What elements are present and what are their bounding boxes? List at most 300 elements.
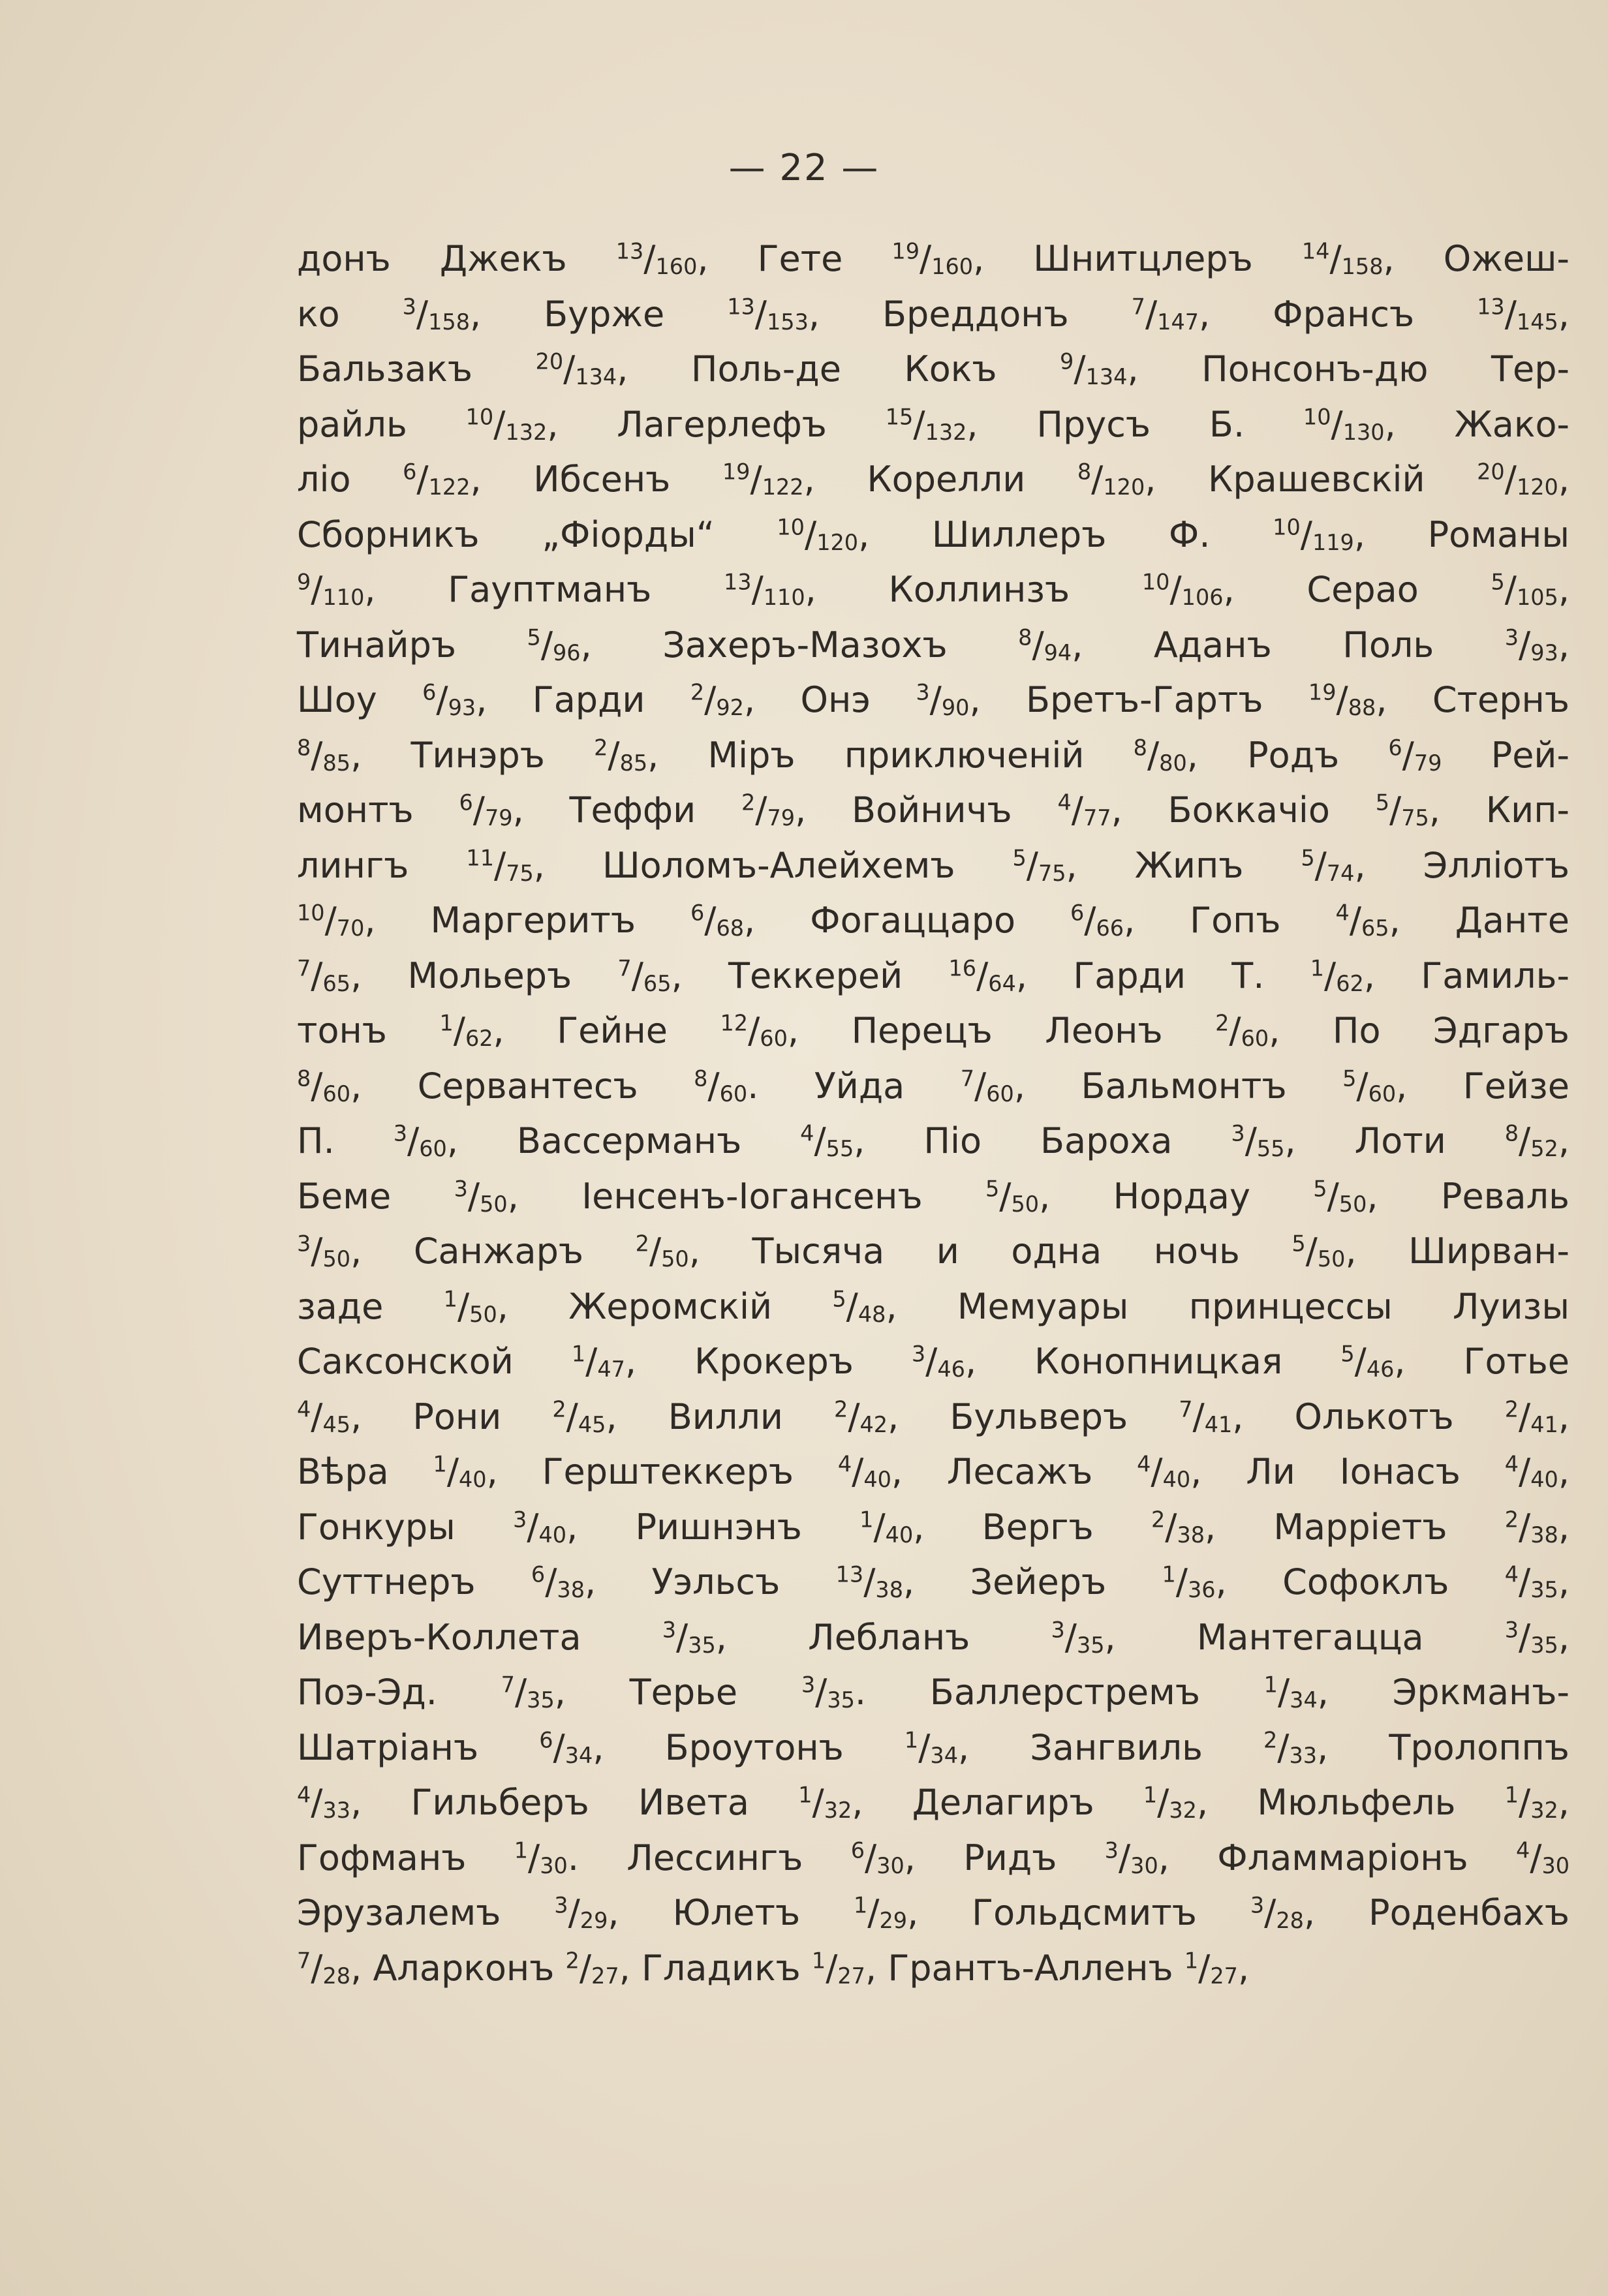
catalog-entry bbox=[557, 1010, 851, 1051]
fraction-numerator: 1 bbox=[439, 1010, 454, 1036]
entry-name: Элліотъ bbox=[1423, 844, 1569, 886]
fraction-numerator: 2 bbox=[1215, 1010, 1229, 1036]
fraction-denominator: 40 bbox=[538, 1522, 567, 1548]
catalog-entry bbox=[373, 1948, 642, 1989]
catalog-entry bbox=[665, 1727, 1030, 1768]
catalog-entry bbox=[882, 294, 1273, 335]
text-line bbox=[297, 1445, 1569, 1500]
fraction-numerator: 1 bbox=[854, 1892, 868, 1918]
entry-fraction: $^1/_{40}$ bbox=[859, 1506, 914, 1548]
entry-name: Делагиръ bbox=[912, 1782, 1143, 1823]
entry-fraction: $^1/_{32}$ bbox=[1504, 1782, 1558, 1824]
entry-fraction: $^{11}/_{75}$ bbox=[466, 844, 534, 886]
catalog-entry bbox=[694, 1341, 1034, 1382]
fraction-numerator: 10 bbox=[1273, 514, 1301, 540]
catalog-entry bbox=[544, 294, 882, 335]
entry-punctuation: , bbox=[808, 293, 882, 335]
entry-fraction: $^5/_{75}$ bbox=[1012, 844, 1066, 886]
catalog-entry bbox=[297, 514, 932, 555]
catalog-entry bbox=[568, 1286, 957, 1327]
catalog-entry bbox=[297, 1727, 665, 1768]
catalog-entry bbox=[297, 1065, 418, 1107]
text-line bbox=[297, 1169, 1569, 1225]
entry-punctuation: , bbox=[1367, 1175, 1441, 1217]
fraction-numerator: 1 bbox=[1310, 955, 1325, 981]
fraction-denominator: 120 bbox=[1103, 474, 1145, 500]
entry-name: Уйда bbox=[814, 1065, 961, 1107]
entry-name: Сборникъ „Фіорды“ bbox=[297, 513, 777, 555]
entry-fraction: $^1/_{62}$ bbox=[439, 1010, 493, 1052]
fraction-denominator: 35 bbox=[1076, 1632, 1105, 1658]
entry-name: Вѣра bbox=[297, 1451, 433, 1492]
catalog-entry bbox=[412, 1396, 668, 1437]
entry-name: Вилли bbox=[668, 1396, 835, 1437]
entry-fraction: $^5/_{50}$ bbox=[1313, 1175, 1367, 1217]
entry-name: Тинэръ bbox=[410, 734, 595, 776]
catalog-entry bbox=[1208, 459, 1569, 500]
entry-name: монтъ bbox=[297, 789, 459, 831]
catalog-entry bbox=[1154, 624, 1569, 666]
entry-name: Ибсенъ bbox=[533, 459, 722, 500]
entry-fraction: $^1/_{30}$ bbox=[514, 1837, 568, 1878]
entry-name: Онэ bbox=[800, 679, 916, 720]
catalog-entry bbox=[297, 900, 430, 941]
entry-fraction: $^{15}/_{132}$ bbox=[885, 403, 967, 445]
catalog-entry bbox=[297, 1176, 581, 1217]
fraction-numerator: 12 bbox=[720, 1010, 749, 1036]
catalog-entry bbox=[963, 1837, 1217, 1878]
catalog-entry bbox=[852, 1010, 1333, 1051]
fraction-numerator: 6 bbox=[531, 1561, 546, 1587]
fraction-denominator: 50 bbox=[1011, 1191, 1040, 1217]
fraction-denominator: 30 bbox=[1541, 1852, 1570, 1878]
entry-fraction: $^{10}/_{119}$ bbox=[1273, 513, 1354, 555]
fraction-denominator: 60 bbox=[719, 1080, 748, 1107]
entry-punctuation: , bbox=[1066, 844, 1135, 886]
catalog-entry bbox=[662, 624, 1154, 666]
fraction-denominator: 34 bbox=[564, 1742, 593, 1768]
fraction-denominator: 32 bbox=[824, 1798, 852, 1824]
catalog-entry bbox=[1444, 238, 1569, 279]
entry-name: Готье bbox=[1463, 1341, 1569, 1382]
fraction-denominator: 62 bbox=[465, 1026, 493, 1052]
fraction-numerator: 7 bbox=[1131, 294, 1145, 320]
catalog-entry bbox=[867, 459, 1208, 500]
entry-fraction: $^6/_{79}$ bbox=[1388, 734, 1442, 776]
entry-punctuation: , bbox=[1199, 293, 1273, 335]
fraction-denominator: 60 bbox=[322, 1080, 351, 1107]
fraction-denominator: 65 bbox=[322, 970, 351, 996]
fraction-denominator: 160 bbox=[655, 254, 698, 280]
entry-fraction: $^7/_{65}$ bbox=[617, 955, 672, 996]
entry-name: Шоу bbox=[297, 679, 423, 720]
entry-punctuation: , bbox=[1111, 789, 1168, 831]
catalog-entry bbox=[542, 1451, 947, 1492]
entry-punctuation: , bbox=[350, 1396, 413, 1437]
entry-punctuation: , bbox=[585, 1561, 652, 1602]
entry-name: Баллерстремъ bbox=[929, 1672, 1264, 1713]
entry-punctuation: . bbox=[747, 1065, 814, 1107]
entry-fraction: $^5/_{60}$ bbox=[1342, 1065, 1397, 1107]
entry-name: Суттнеръ bbox=[297, 1561, 531, 1602]
fraction-denominator: 38 bbox=[557, 1577, 585, 1603]
fraction-denominator: 120 bbox=[816, 529, 859, 555]
fraction-numerator: 1 bbox=[859, 1507, 874, 1533]
fraction-denominator: 93 bbox=[448, 695, 476, 721]
fraction-denominator: 50 bbox=[480, 1191, 508, 1217]
fraction-denominator: 55 bbox=[1256, 1136, 1285, 1162]
entry-name: Іенсенъ-Іогансенъ bbox=[581, 1175, 985, 1217]
text-line bbox=[297, 342, 1569, 397]
entry-name: Романы bbox=[1427, 513, 1569, 555]
entry-punctuation: , bbox=[350, 1065, 418, 1107]
catalog-entry bbox=[1333, 1010, 1569, 1051]
entry-punctuation: , bbox=[1558, 1451, 1569, 1492]
entry-punctuation: , bbox=[1345, 1231, 1409, 1272]
fraction-denominator: 28 bbox=[1276, 1908, 1304, 1934]
entry-punctuation: . bbox=[854, 1672, 930, 1713]
fraction-numerator: 3 bbox=[911, 1341, 926, 1367]
entry-punctuation: , bbox=[852, 1782, 912, 1823]
entry-fraction: $^5/_{75}$ bbox=[1375, 789, 1429, 831]
fraction-denominator: 92 bbox=[716, 695, 744, 721]
entry-punctuation: , bbox=[1215, 1561, 1283, 1602]
entry-name: Вергъ bbox=[982, 1506, 1151, 1548]
entry-name: Бальмонтъ bbox=[1081, 1065, 1343, 1107]
catalog-entry bbox=[1026, 679, 1432, 720]
entry-fraction: $^2/_{50}$ bbox=[635, 1231, 689, 1272]
entry-punctuation: , bbox=[958, 1726, 1030, 1768]
fraction-denominator: 46 bbox=[1366, 1356, 1395, 1383]
entry-name: Иверъ-Коллета bbox=[297, 1616, 662, 1658]
catalog-entry bbox=[297, 294, 544, 335]
entry-name: Ридъ bbox=[963, 1837, 1105, 1878]
fraction-numerator: 3 bbox=[1051, 1617, 1065, 1643]
entry-punctuation: , bbox=[903, 1561, 970, 1602]
entry-punctuation: , bbox=[688, 1231, 752, 1272]
fraction-denominator: 46 bbox=[937, 1356, 965, 1383]
entry-name: Гопъ bbox=[1190, 900, 1336, 941]
fraction-denominator: 55 bbox=[826, 1136, 854, 1162]
catalog-entry bbox=[1463, 1065, 1569, 1107]
fraction-denominator: 158 bbox=[428, 309, 470, 335]
entry-fraction: $^4/_{40}$ bbox=[1137, 1451, 1191, 1493]
entry-fraction: $^9/_{110}$ bbox=[297, 569, 365, 611]
catalog-entry bbox=[297, 789, 570, 831]
fraction-numerator: 3 bbox=[454, 1176, 468, 1202]
fraction-denominator: 110 bbox=[763, 585, 805, 611]
entry-name: Жипъ bbox=[1134, 844, 1301, 886]
entry-name: Юлетъ bbox=[672, 1892, 854, 1933]
text-line bbox=[297, 618, 1569, 673]
catalog-entry bbox=[297, 459, 533, 500]
catalog-entry bbox=[1491, 735, 1569, 776]
entry-punctuation: , bbox=[608, 1892, 673, 1933]
entry-name: Санжаръ bbox=[413, 1231, 636, 1272]
catalog-entry bbox=[297, 1010, 557, 1051]
fraction-numerator: 7 bbox=[297, 955, 311, 981]
entry-punctuation: , bbox=[697, 238, 758, 279]
fraction-numerator: 8 bbox=[297, 735, 311, 761]
fraction-numerator: 8 bbox=[1133, 735, 1147, 761]
fraction-numerator: 4 bbox=[1057, 789, 1072, 816]
fraction-numerator: 3 bbox=[1231, 1120, 1245, 1146]
entry-name: Рей- bbox=[1491, 734, 1569, 776]
fraction-numerator: 8 bbox=[297, 1065, 311, 1092]
fraction-denominator: 34 bbox=[930, 1742, 959, 1768]
entry-punctuation: , bbox=[486, 1451, 542, 1492]
fraction-numerator: 1 bbox=[1263, 1672, 1278, 1698]
entry-punctuation: , bbox=[865, 1947, 888, 1989]
entry-name: Маргеритъ bbox=[430, 900, 690, 941]
entry-punctuation: , bbox=[593, 1726, 665, 1768]
entry-fraction: $^5/_{96}$ bbox=[527, 624, 581, 666]
entry-name: Эркманъ- bbox=[1392, 1672, 1569, 1713]
fraction-numerator: 5 bbox=[1291, 1231, 1306, 1257]
catalog-entry bbox=[1034, 1341, 1463, 1382]
fraction-denominator: 36 bbox=[1188, 1577, 1216, 1603]
entry-fraction: $^6/_{38}$ bbox=[531, 1561, 585, 1603]
entry-punctuation: , bbox=[446, 1120, 517, 1161]
text-line bbox=[297, 949, 1569, 1004]
entry-fraction: $^2/_{60}$ bbox=[1215, 1010, 1269, 1052]
entry-punctuation: , bbox=[1196, 1782, 1258, 1823]
entry-name: Гольдсмитъ bbox=[972, 1892, 1250, 1933]
fraction-denominator: 45 bbox=[578, 1411, 606, 1437]
entry-fraction: $^3/_{35}$ bbox=[1504, 1616, 1558, 1658]
fraction-denominator: 40 bbox=[863, 1467, 891, 1493]
text-line bbox=[297, 452, 1569, 508]
catalog-entry bbox=[1033, 238, 1443, 279]
entry-fraction: $^8/_{52}$ bbox=[1504, 1120, 1558, 1162]
fraction-numerator: 5 bbox=[527, 624, 541, 651]
entry-fraction: $^8/_{80}$ bbox=[1133, 734, 1187, 776]
text-line bbox=[297, 838, 1569, 894]
fraction-denominator: 122 bbox=[428, 474, 471, 500]
fraction-numerator: 5 bbox=[1375, 789, 1389, 816]
fraction-denominator: 27 bbox=[1210, 1963, 1238, 1989]
entry-punctuation: , bbox=[795, 789, 852, 831]
entry-fraction: $^9/_{134}$ bbox=[1060, 348, 1128, 390]
catalog-entry bbox=[1113, 1176, 1441, 1217]
catalog-entry bbox=[889, 569, 1307, 610]
fraction-denominator: 75 bbox=[1038, 860, 1066, 886]
entry-punctuation: , bbox=[858, 513, 932, 555]
fraction-numerator: 1 bbox=[433, 1451, 447, 1477]
text-line bbox=[297, 1555, 1569, 1610]
catalog-entry bbox=[297, 1341, 694, 1382]
entry-name: лингъ bbox=[297, 844, 467, 886]
text-line bbox=[297, 508, 1569, 563]
entry-name: Крашевскій bbox=[1208, 459, 1477, 500]
entry-fraction: $^4/_{65}$ bbox=[1335, 900, 1389, 941]
entry-punctuation: , bbox=[1376, 679, 1432, 720]
entry-fraction: $^{12}/_{60}$ bbox=[720, 1010, 788, 1052]
fraction-denominator: 45 bbox=[322, 1411, 351, 1437]
entry-name: Бурже bbox=[544, 293, 728, 335]
entry-punctuation: , bbox=[512, 789, 570, 831]
fraction-numerator: 6 bbox=[422, 679, 437, 705]
fraction-numerator: 1 bbox=[1143, 1782, 1158, 1808]
fraction-denominator: 134 bbox=[1085, 364, 1128, 390]
catalog-entry bbox=[297, 1396, 412, 1437]
fraction-denominator: 68 bbox=[716, 915, 745, 941]
entry-name: Бреддонъ bbox=[882, 293, 1132, 335]
entry-punctuation: , bbox=[1205, 1506, 1274, 1548]
fraction-numerator: 3 bbox=[512, 1507, 527, 1533]
entry-punctuation: , bbox=[350, 734, 411, 776]
entry-name: Кип- bbox=[1485, 789, 1569, 831]
fraction-denominator: 27 bbox=[837, 1963, 865, 1989]
entry-punctuation: , bbox=[350, 1231, 414, 1272]
entry-fraction: $^7/_{41}$ bbox=[1179, 1396, 1233, 1437]
text-line bbox=[297, 1886, 1569, 1941]
text-line bbox=[297, 1941, 1569, 1997]
catalog-entry bbox=[1201, 348, 1569, 390]
fraction-denominator: 50 bbox=[322, 1246, 351, 1272]
fraction-numerator: 1 bbox=[798, 1782, 812, 1808]
catalog-entry bbox=[297, 1837, 626, 1878]
fraction-numerator: 5 bbox=[1313, 1176, 1327, 1202]
entry-punctuation: , bbox=[1317, 1726, 1389, 1768]
entry-fraction: $^2/_{38}$ bbox=[1151, 1506, 1205, 1548]
entry-name: Ширван- bbox=[1408, 1231, 1569, 1272]
fraction-denominator: 106 bbox=[1181, 585, 1224, 611]
entry-fraction: $^2/_{41}$ bbox=[1504, 1396, 1558, 1437]
fraction-numerator: 3 bbox=[1104, 1837, 1119, 1863]
fraction-numerator: 9 bbox=[297, 569, 311, 595]
fraction-numerator: 2 bbox=[635, 1231, 649, 1257]
fraction-denominator: 85 bbox=[322, 750, 351, 776]
entry-punctuation: , bbox=[1396, 1065, 1463, 1107]
entry-name: Шоломъ-Алейхемъ bbox=[602, 844, 1013, 886]
fraction-denominator: 75 bbox=[1401, 805, 1429, 831]
fraction-denominator: 48 bbox=[858, 1301, 886, 1327]
entry-fraction: $^3/_{35}$ bbox=[1051, 1616, 1105, 1658]
entry-name: Данте bbox=[1455, 900, 1569, 941]
entry-name: Гофманъ bbox=[297, 1837, 514, 1878]
catalog-entry bbox=[630, 1672, 930, 1713]
fraction-denominator: 110 bbox=[322, 585, 365, 611]
text-line bbox=[297, 893, 1569, 949]
catalog-entry bbox=[652, 1561, 970, 1602]
fraction-numerator: 1 bbox=[514, 1837, 529, 1863]
fraction-numerator: 2 bbox=[1151, 1507, 1166, 1533]
entry-punctuation: , bbox=[1237, 1947, 1250, 1989]
entry-punctuation: , bbox=[1363, 955, 1421, 996]
fraction-numerator: 11 bbox=[466, 845, 494, 871]
text-line bbox=[297, 1279, 1569, 1335]
fraction-denominator: 40 bbox=[1530, 1467, 1558, 1493]
catalog-entry bbox=[728, 955, 1073, 996]
text-line bbox=[297, 397, 1569, 453]
entry-punctuation: , bbox=[671, 955, 728, 996]
entry-name: Аданъ Поль bbox=[1153, 624, 1505, 666]
catalog-entry bbox=[1389, 1727, 1569, 1768]
fraction-denominator: 64 bbox=[988, 970, 1016, 996]
fraction-numerator: 1 bbox=[1184, 1948, 1199, 1974]
fraction-denominator: 88 bbox=[1348, 695, 1376, 721]
entry-fraction: $^6/_{30}$ bbox=[850, 1837, 904, 1878]
entry-fraction: $^3/_{50}$ bbox=[297, 1231, 351, 1272]
entry-name: По Эдгаръ bbox=[1332, 1010, 1569, 1051]
fraction-denominator: 94 bbox=[1044, 639, 1072, 666]
fraction-denominator: 65 bbox=[1361, 915, 1389, 941]
text-line bbox=[297, 1059, 1569, 1114]
entry-fraction: $^{19}/_{122}$ bbox=[722, 459, 804, 500]
entry-punctuation: , bbox=[904, 1837, 964, 1878]
entry-name: Уэльсъ bbox=[651, 1561, 836, 1602]
fraction-numerator: 7 bbox=[297, 1948, 311, 1974]
entry-fraction: $^7/_{147}$ bbox=[1131, 293, 1199, 335]
entry-fraction: $^2/_{27}$ bbox=[565, 1947, 619, 1989]
entry-fraction: $^8/_{120}$ bbox=[1077, 459, 1145, 500]
fraction-denominator: 33 bbox=[322, 1798, 351, 1824]
catalog-entry bbox=[297, 404, 617, 445]
entry-punctuation: , bbox=[966, 403, 1037, 445]
entry-fraction: $^3/_{50}$ bbox=[454, 1175, 508, 1217]
catalog-entry bbox=[1423, 845, 1569, 886]
fraction-numerator: 5 bbox=[832, 1286, 846, 1312]
fraction-numerator: 5 bbox=[1340, 1341, 1355, 1367]
entry-punctuation: , bbox=[965, 1341, 1035, 1382]
entry-name: Стернъ bbox=[1432, 679, 1569, 720]
entry-punctuation: , bbox=[803, 459, 867, 500]
entry-name: Тролоппъ bbox=[1389, 1726, 1569, 1768]
entry-name: Гете bbox=[757, 238, 892, 279]
fraction-denominator: 32 bbox=[1530, 1798, 1558, 1824]
entry-name: Мюльфель bbox=[1257, 1782, 1505, 1823]
catalog-entry bbox=[970, 1561, 1283, 1602]
text-line bbox=[297, 1334, 1569, 1390]
fraction-denominator: 147 bbox=[1157, 309, 1199, 335]
entry-punctuation: , bbox=[886, 1285, 957, 1327]
fraction-numerator: 7 bbox=[617, 955, 632, 981]
entry-punctuation: , bbox=[805, 569, 889, 610]
entry-fraction: $^{20}/_{134}$ bbox=[535, 348, 617, 390]
fraction-denominator: 60 bbox=[1241, 1026, 1269, 1052]
entry-punctuation: , bbox=[973, 238, 1034, 279]
catalog-entry bbox=[1190, 900, 1455, 941]
entry-name: Мантегацца bbox=[1196, 1616, 1505, 1658]
catalog-entry bbox=[297, 1892, 672, 1933]
catalog-entry bbox=[297, 238, 758, 279]
fraction-denominator: 130 bbox=[1342, 419, 1385, 445]
entry-punctuation: , bbox=[647, 734, 708, 776]
catalog-entry bbox=[810, 900, 1190, 941]
entry-fraction: $^1/_{27}$ bbox=[811, 1947, 865, 1989]
entry-name: Гарди Т. bbox=[1073, 955, 1310, 996]
entry-name: Гарди bbox=[532, 679, 690, 720]
fraction-numerator: 6 bbox=[1388, 735, 1402, 761]
entry-fraction: $^3/_{35}$ bbox=[662, 1616, 716, 1658]
fraction-numerator: 8 bbox=[694, 1065, 708, 1092]
entry-name: Бретъ-Гартъ bbox=[1025, 679, 1308, 720]
entry-name: Гонкуры bbox=[297, 1506, 513, 1548]
entry-fraction: $^6/_{66}$ bbox=[1070, 900, 1124, 941]
fraction-denominator: 30 bbox=[1130, 1852, 1158, 1878]
fraction-denominator: 28 bbox=[322, 1963, 351, 1989]
entry-name: Герштеккеръ bbox=[542, 1451, 838, 1492]
entry-name: Нордау bbox=[1113, 1175, 1314, 1217]
entry-name: Родъ bbox=[1247, 734, 1389, 776]
entry-name: Гамиль- bbox=[1421, 955, 1569, 996]
fraction-numerator: 5 bbox=[985, 1176, 1000, 1202]
entry-punctuation: , bbox=[470, 459, 534, 500]
entry-name: Теккерей bbox=[728, 955, 949, 996]
entry-name: Тысяча и одна ночь bbox=[752, 1231, 1292, 1272]
entry-fraction: $^3/_{90}$ bbox=[916, 679, 970, 721]
